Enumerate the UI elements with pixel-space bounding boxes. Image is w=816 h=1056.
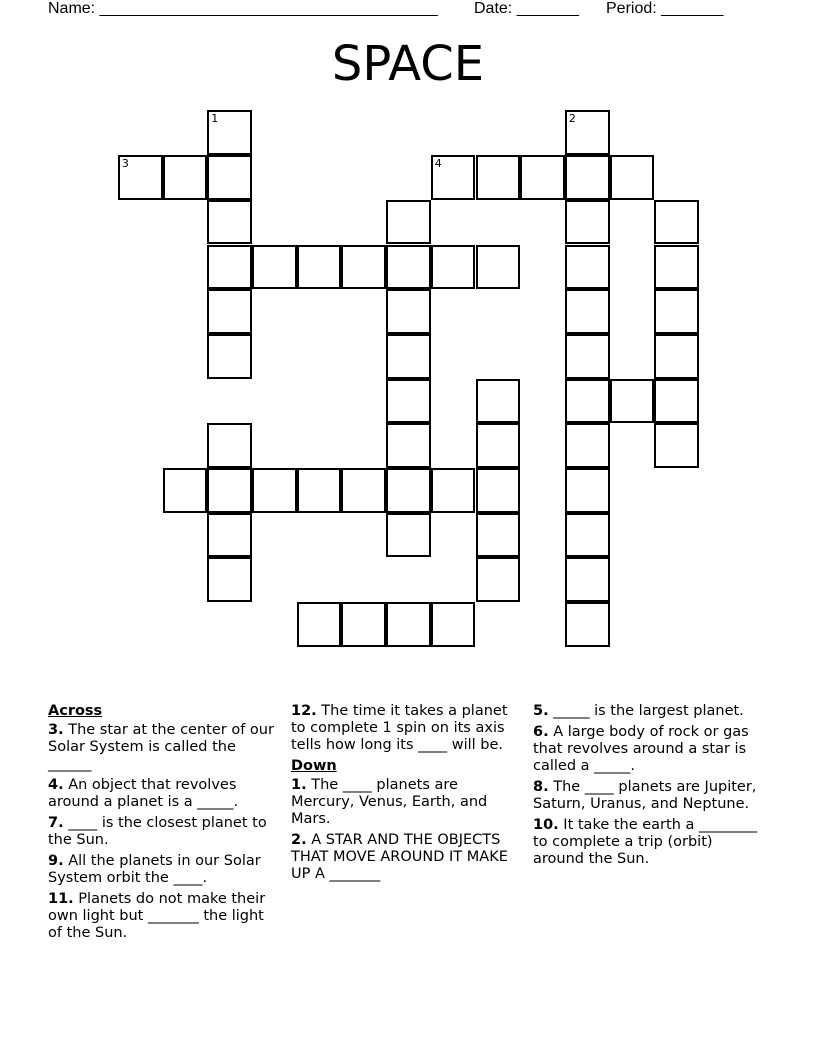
clue-across-4: 4. An object that revolves around a planet is a _____. — [48, 777, 239, 810]
clues-column-2 — [291, 703, 523, 887]
crossword-cell[interactable] — [386, 468, 431, 513]
crossword-cell[interactable] — [252, 245, 297, 290]
crossword-cell[interactable] — [476, 557, 521, 602]
crossword-cell[interactable] — [207, 468, 252, 513]
crossword-cell[interactable] — [610, 379, 655, 424]
crossword-cell[interactable] — [654, 289, 699, 334]
crossword-cell[interactable] — [431, 468, 476, 513]
crossword-cell[interactable] — [476, 245, 521, 290]
cell-number: 2 — [568, 112, 576, 126]
crossword-cell[interactable] — [207, 110, 252, 155]
crossword-cell[interactable] — [654, 423, 699, 468]
clue-across-12: 12. The time it takes a planet to complete 1 spin on its axis tells how long its ____ will be. — [291, 703, 508, 753]
crossword-cell[interactable] — [565, 602, 610, 647]
header-period[interactable]: Period: _______ — [606, 0, 724, 17]
crossword-cell[interactable] — [654, 200, 699, 245]
page-title: SPACE — [331, 36, 485, 92]
crossword-cell[interactable] — [565, 245, 610, 290]
crossword-cell[interactable] — [431, 155, 476, 200]
cell-number: 4 — [434, 157, 442, 171]
clue-across-3: 3. The star at the center of our Solar System is called the ______ — [48, 722, 274, 772]
crossword-cell[interactable] — [118, 155, 163, 200]
crossword-cell[interactable] — [654, 245, 699, 290]
crossword-cell[interactable] — [565, 468, 610, 513]
crossword-cell[interactable] — [207, 334, 252, 379]
crossword-cell[interactable] — [207, 289, 252, 334]
crossword-cell[interactable] — [476, 423, 521, 468]
crossword-cell[interactable] — [476, 513, 521, 558]
crossword-cell[interactable] — [520, 155, 565, 200]
across-heading: Across — [48, 703, 103, 719]
crossword-cell[interactable] — [386, 289, 431, 334]
crossword-cell[interactable] — [386, 334, 431, 379]
crossword-cell[interactable] — [610, 155, 655, 200]
crossword-cell[interactable] — [565, 423, 610, 468]
crossword-cell[interactable] — [386, 423, 431, 468]
header-date[interactable]: Date: _______ — [474, 0, 579, 17]
crossword-cell[interactable] — [341, 602, 386, 647]
clue-down-1: 1. The ____ planets are Mercury, Venus, Earth, and Mars. — [291, 777, 488, 827]
clue-down-2: 2. A STAR AND THE OBJECTS THAT MOVE AROUND IT MAKE UP A _______ — [291, 832, 508, 882]
crossword-cell[interactable] — [297, 468, 342, 513]
crossword-cell[interactable] — [163, 155, 208, 200]
crossword-cell[interactable] — [476, 468, 521, 513]
crossword-cell[interactable] — [163, 468, 208, 513]
crossword-cell[interactable] — [341, 468, 386, 513]
crossword-cell[interactable] — [431, 245, 476, 290]
clue-down-6: 6. A large body of rock or gas that revolves around a star is called a _____. — [533, 724, 749, 774]
crossword-cell[interactable] — [386, 602, 431, 647]
crossword-cell[interactable] — [252, 468, 297, 513]
clue-across-11: 11. Planets do not make their own light but _______ the light of the Sun. — [48, 891, 266, 941]
crossword-cell[interactable] — [386, 513, 431, 558]
crossword-cell[interactable] — [654, 379, 699, 424]
cell-number: 3 — [121, 157, 129, 171]
crossword-cell[interactable] — [386, 245, 431, 290]
cell-number: 1 — [211, 112, 219, 126]
crossword-cell[interactable] — [207, 245, 252, 290]
crossword-cell[interactable] — [565, 334, 610, 379]
crossword-cell[interactable] — [297, 602, 342, 647]
clue-down-10: 10. It take the earth a ________ to complete a trip (orbit) around the Sun. — [533, 817, 758, 867]
crossword-cell[interactable] — [476, 379, 521, 424]
crossword-cell[interactable] — [341, 245, 386, 290]
crossword-cell[interactable] — [565, 379, 610, 424]
crossword-cell[interactable] — [654, 334, 699, 379]
crossword-cell[interactable] — [565, 200, 610, 245]
crossword-cell[interactable] — [207, 200, 252, 245]
crossword-cell[interactable] — [431, 602, 476, 647]
crossword-cell[interactable] — [565, 289, 610, 334]
crossword-cell[interactable] — [386, 200, 431, 245]
clues-column-1 — [48, 703, 280, 946]
crossword-cell[interactable] — [565, 557, 610, 602]
clue-down-5: 5. _____ is the largest planet. — [533, 703, 744, 719]
crossword-cell[interactable] — [297, 245, 342, 290]
clue-across-7: 7. ____ is the closest planet to the Sun. — [48, 815, 267, 848]
crossword-cell[interactable] — [565, 110, 610, 155]
down-heading: Down — [291, 758, 337, 774]
crossword-cell[interactable] — [207, 513, 252, 558]
clues-column-3 — [533, 703, 765, 872]
crossword-cell[interactable] — [207, 155, 252, 200]
clue-down-8: 8. The ____ planets are Jupiter, Saturn, Uranus, and Neptune. — [533, 779, 757, 812]
header-name[interactable]: Name: ______________________________________ — [48, 0, 438, 17]
crossword-cell[interactable] — [565, 155, 610, 200]
crossword-cell[interactable] — [565, 513, 610, 558]
crossword-cell[interactable] — [207, 557, 252, 602]
crossword-cell[interactable] — [386, 379, 431, 424]
crossword-cell[interactable] — [476, 155, 521, 200]
clue-across-9: 9. All the planets in our Solar System orbit the ____. — [48, 853, 261, 886]
crossword-cell[interactable] — [207, 423, 252, 468]
